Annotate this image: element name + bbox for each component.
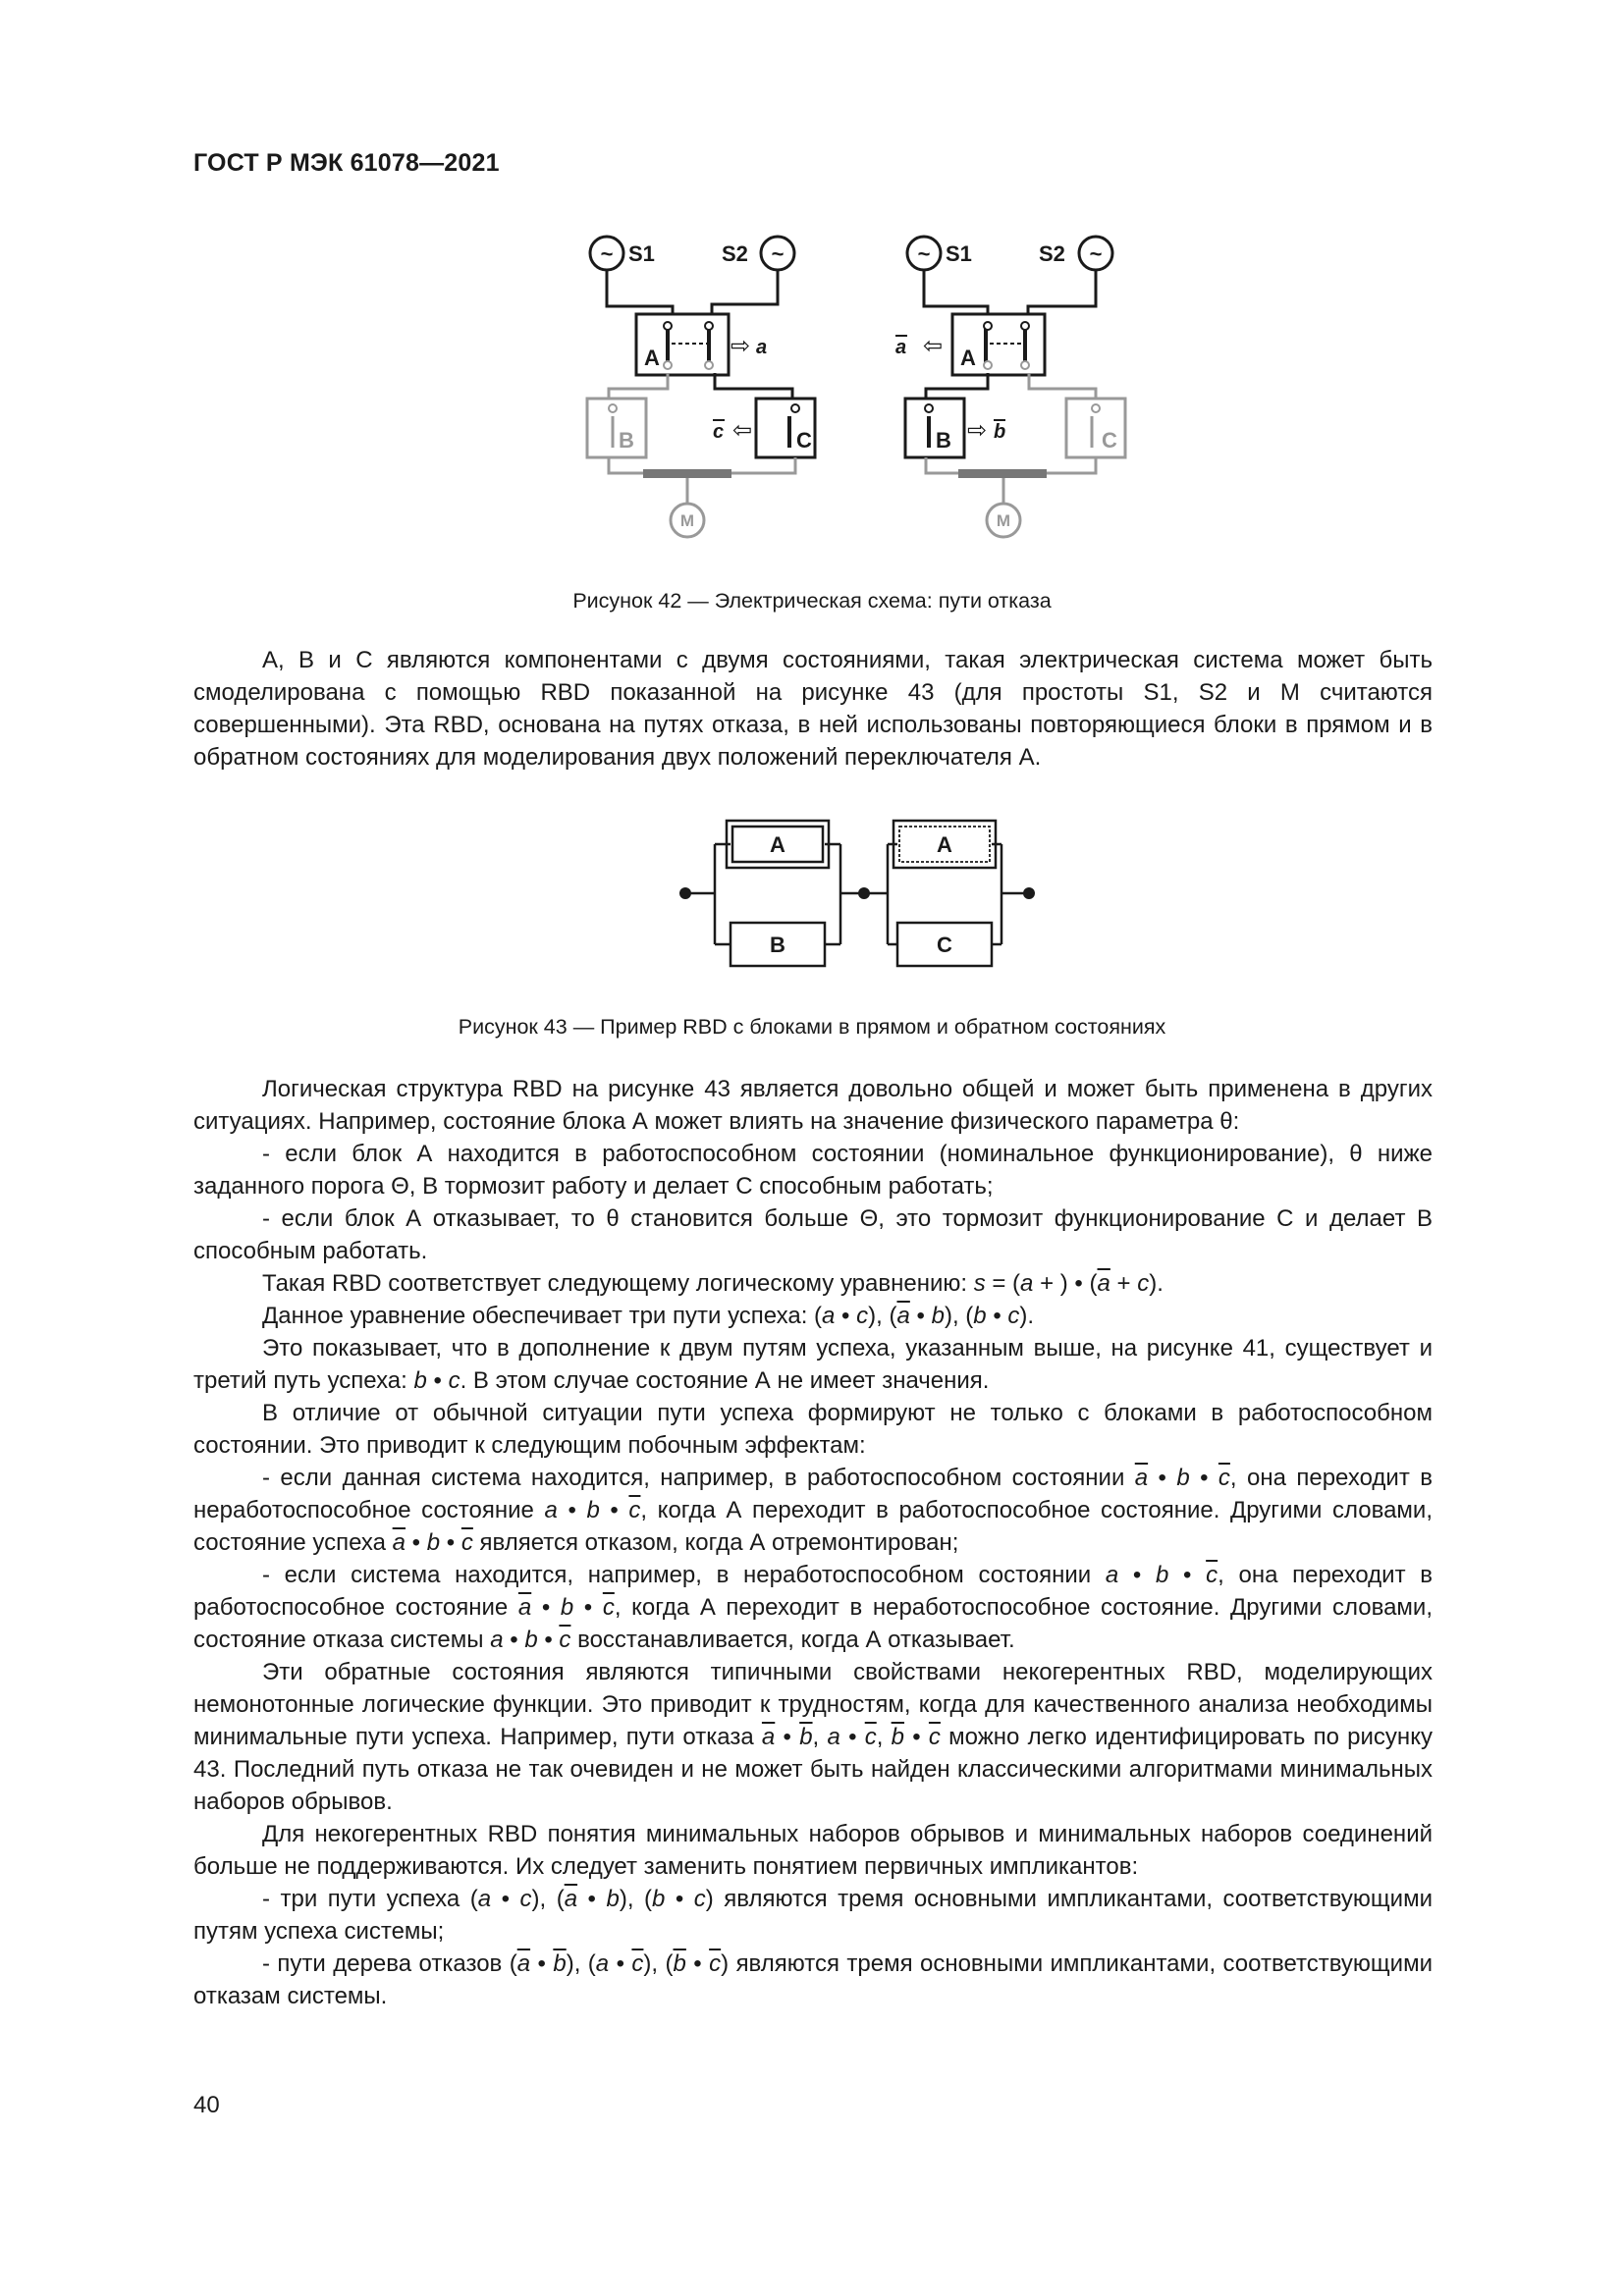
paragraph: Это показывает, что в дополнение к двум путям успеха, указанным выше, на рисунке 41, существует и третий путь успеха: b • c. В этом случае состояние А не имеет значения.	[193, 1335, 1433, 1394]
motor-label: M	[996, 511, 1011, 530]
rbd-block-c: C	[937, 933, 952, 957]
body-section-1	[193, 644, 1433, 774]
rbd-block-b: B	[770, 933, 785, 957]
state-label-b-bar: b	[994, 421, 1006, 443]
figure-43-caption: Рисунок 43 — Пример RBD с блоками в прямом и обратном состояниях	[458, 1015, 1166, 1039]
paragraph: - если данная система находится, например, в работоспособном состоянии $\overline{a}$ • b • $\overline{c}$, она переходит в неработоспособное состояние a • b • $\overline{c}$, когда А переходит в работоспособное состояние. Другими словами, состояние успеха $\overline{a}$ • b • $\overline{c}$ является отказом, когда А отремонтирован;	[193, 1465, 1433, 1556]
paragraph: Логическая структура RBD на рисунке 43 является довольно общей и может быть применена в других ситуациях. Например, состояние блока А может влиять на значение физического параметра θ:	[193, 1076, 1433, 1135]
paragraph: Такая RBD соответствует следующему логическому уравнению: s = (a + ) • $(\overline{a} + c)$.	[262, 1270, 1164, 1297]
arrow-left-icon: ⇦	[923, 333, 944, 359]
source-tilde-icon: ~	[600, 241, 614, 266]
figure-42-caption: Рисунок 42 — Электрическая схема: пути отказа	[572, 589, 1052, 613]
label-b-inactive: B	[619, 428, 634, 453]
paragraph: - если блок А находится в работоспособном состоянии (номинальное функционирование), θ ниже заданного порога Θ, В тормозит работу и делает С способным работать;	[193, 1141, 1433, 1200]
label-s2: S2	[1039, 241, 1065, 266]
page-number: 40	[193, 2092, 220, 2118]
body-section-2	[193, 1073, 1433, 2012]
paragraph: - если блок А отказывает, то θ становится больше Θ, это тормозит функционирование С и делает В способным работать.	[193, 1205, 1433, 1264]
label-c: C	[796, 428, 812, 453]
label-s2: S2	[722, 241, 748, 266]
label-c-inactive: C	[1102, 428, 1117, 453]
label-b: B	[936, 428, 951, 453]
state-label-a: a	[756, 337, 768, 358]
state-label-a-bar: a	[895, 337, 907, 358]
paragraph: А, В и С являются компонентами с двумя состояниями, такая электрическая система может быть смоделирована с помощью RBD показанной на рисунке 43 (для простоты S1, S2 и М считаются совершенными). Эта RBD, основана на путях отказа, в ней использованы повторяющиеся блоки в прямом и в обратном состояниях для моделирования двух положений переключателя А.	[193, 647, 1433, 771]
rbd-block-a: A	[770, 832, 785, 857]
paragraph: Данное уравнение обеспечивает три пути успеха: (a • c), ($\overline{a}$ • b), (b • c).	[262, 1303, 1035, 1329]
arrow-left-icon: ⇦	[732, 417, 753, 444]
source-tilde-icon: ~	[917, 241, 931, 266]
label-a: A	[960, 346, 976, 370]
label-a: A	[644, 346, 660, 370]
label-s1: S1	[628, 241, 655, 266]
paragraph: Для некогерентных RBD понятия минимальных наборов обрывов и минимальных наборов соединений больше не поддерживаются. Их следует заменить понятием первичных импликантов:	[193, 1821, 1433, 1880]
source-tilde-icon: ~	[1089, 241, 1103, 266]
paragraph: - если система находится, например, в неработоспособном состоянии a • b • $\overline{c}$, она переходит в работоспособное состояние $\overline{a}$ • b • $\overline{c}$, когда А переходит в неработоспособное состояние. Другими словами, состояние отказа системы a • b • $\overline{c}$ восстанавливается, когда А отказывает.	[193, 1562, 1433, 1653]
paragraph: Эти обратные состояния являются типичными свойствами некогерентных RBD, моделирующих немонотонные логические функции. Это приводит к трудностям, когда для качественного анализа необходимы минимальные пути успеха. Например, пути отказа $\overline{a}$ • $\overline{b}$, a • $\overline{c}$, $\overline{b}$ • $\overline{c}$ можно легко идентифицировать по рисунку 43. Последний путь отказа не так очевиден и не может быть найден классическими алгоритмами минимальных наборов обрывов.	[193, 1659, 1433, 1815]
arrow-right-icon: ⇨	[731, 333, 751, 359]
figure-43-rbd	[668, 799, 1051, 986]
paragraph: - три пути успеха (a • c), ($\overline{a}$ • b), (b • c) являются тремя основными импликантами, соответствующими путям успеха системы;	[193, 1886, 1433, 1945]
paragraph: - пути дерева отказов ($\overline{a}$ • $\overline{b}$), (a • $\overline{c}$), ($\overline{b}$ • $\overline{c}$) являются тремя основными импликантами, соответствующими отказам системы.	[193, 1950, 1433, 2009]
paragraph: В отличие от обычной ситуации пути успеха формируют не только с блоками в работоспособном состоянии. Это приводит к следующим побочным эффектам:	[193, 1400, 1433, 1459]
label-s1: S1	[946, 241, 972, 266]
motor-label: M	[679, 511, 695, 530]
document-header: ГОСТ Р МЭК 61078—2021	[193, 149, 500, 177]
rbd-block-a-inverse: A	[937, 832, 952, 857]
figure-42-schematic	[550, 216, 1139, 560]
arrow-right-icon: ⇨	[967, 417, 988, 444]
state-label-c-bar: c	[713, 421, 725, 443]
source-tilde-icon: ~	[771, 241, 785, 266]
